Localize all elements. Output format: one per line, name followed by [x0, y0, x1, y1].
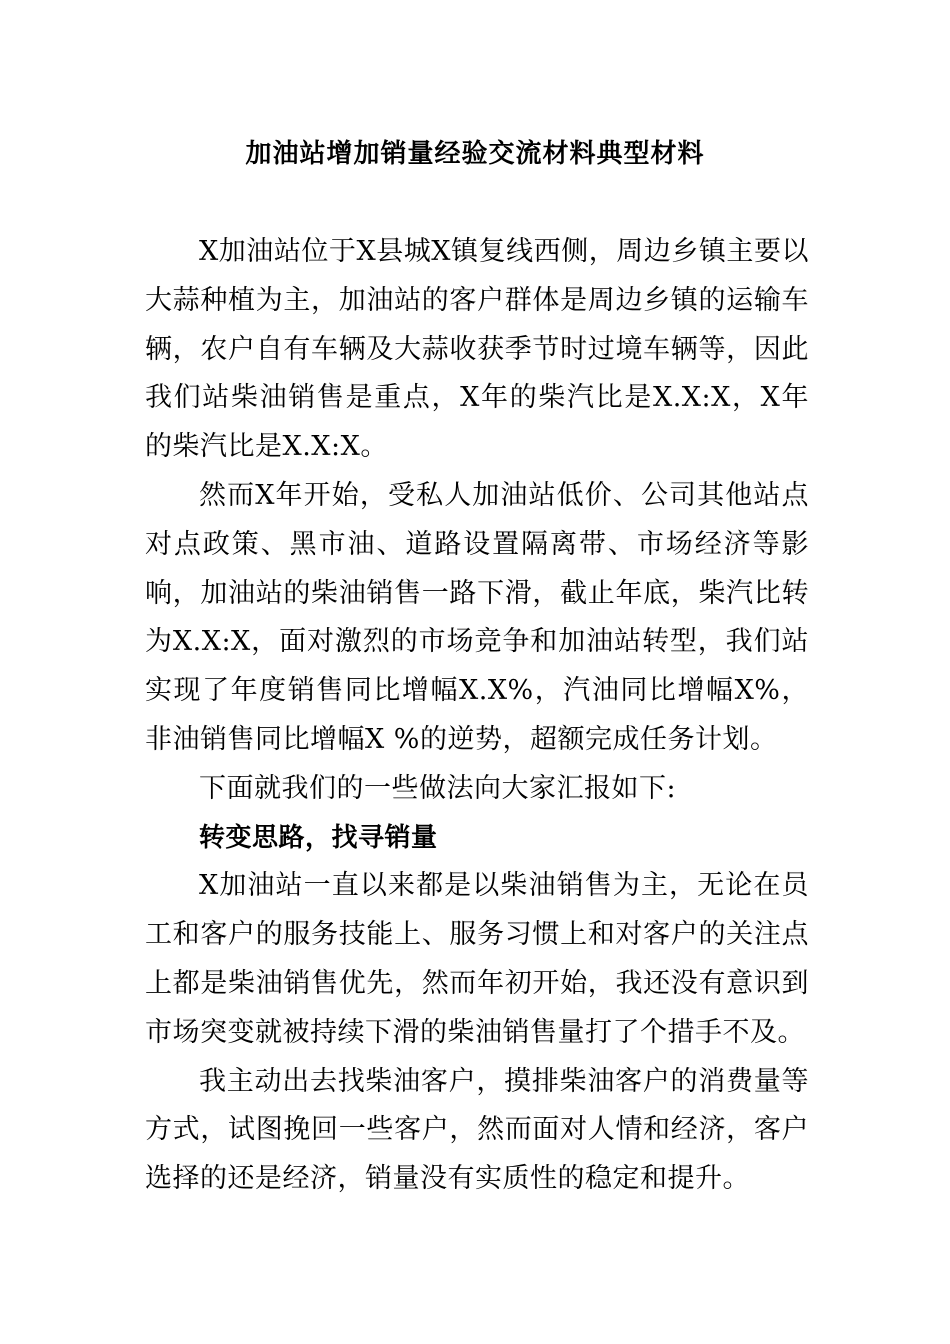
document-body [145, 228, 809, 1204]
paragraph-section-2: 我主动出去找柴油客户，摸排柴油客户的消费量等方式，试图挽回一些客户，然而面对人情和经济，客户选择的还是经济，销量没有实质性的稳定和提升。 [145, 1065, 809, 1195]
paragraph-transition: 下面就我们的一些做法向大家汇报如下: [199, 772, 677, 804]
paragraph-section-1: X加油站一直以来都是以柴油销售为主，无论在员工和客户的服务技能上、服务习惯上和对客户的关注点上都是柴油销售优先，然而年初开始，我还没有意识到市场突变就被持续下滑的柴油销售量打了个措手不及。 [145, 870, 809, 1048]
section-heading: 转变思路，找寻销量 [199, 822, 438, 853]
document-title: 加油站增加销量经验交流材料典型材料 [245, 139, 705, 169]
paragraph-situation: 然而X年开始，受私人加油站低价、公司其他站点对点政策、黑市油、道路设置隔离带、市场经济等影响，加油站的柴油销售一路下滑，截止年底，柴汽比转为X.X:X，面对激烈的市场竞争和加油站转型，我们站实现了年度销售同比增幅X.X%，汽油同比增幅X%，非油销售同比增幅X %的逆势，超额完成任务计划。 [145, 479, 809, 755]
paragraph-intro: X加油站位于X县城X镇复线西侧，周边乡镇主要以大蒜种植为主，加油站的客户群体是周边乡镇的运输车辆，农户自有车辆及大蒜收获季节时过境车辆等，因此我们站柴油销售是重点，X年的柴汽比是X.X:X，X年的柴汽比是X.X:X。 [145, 236, 809, 463]
